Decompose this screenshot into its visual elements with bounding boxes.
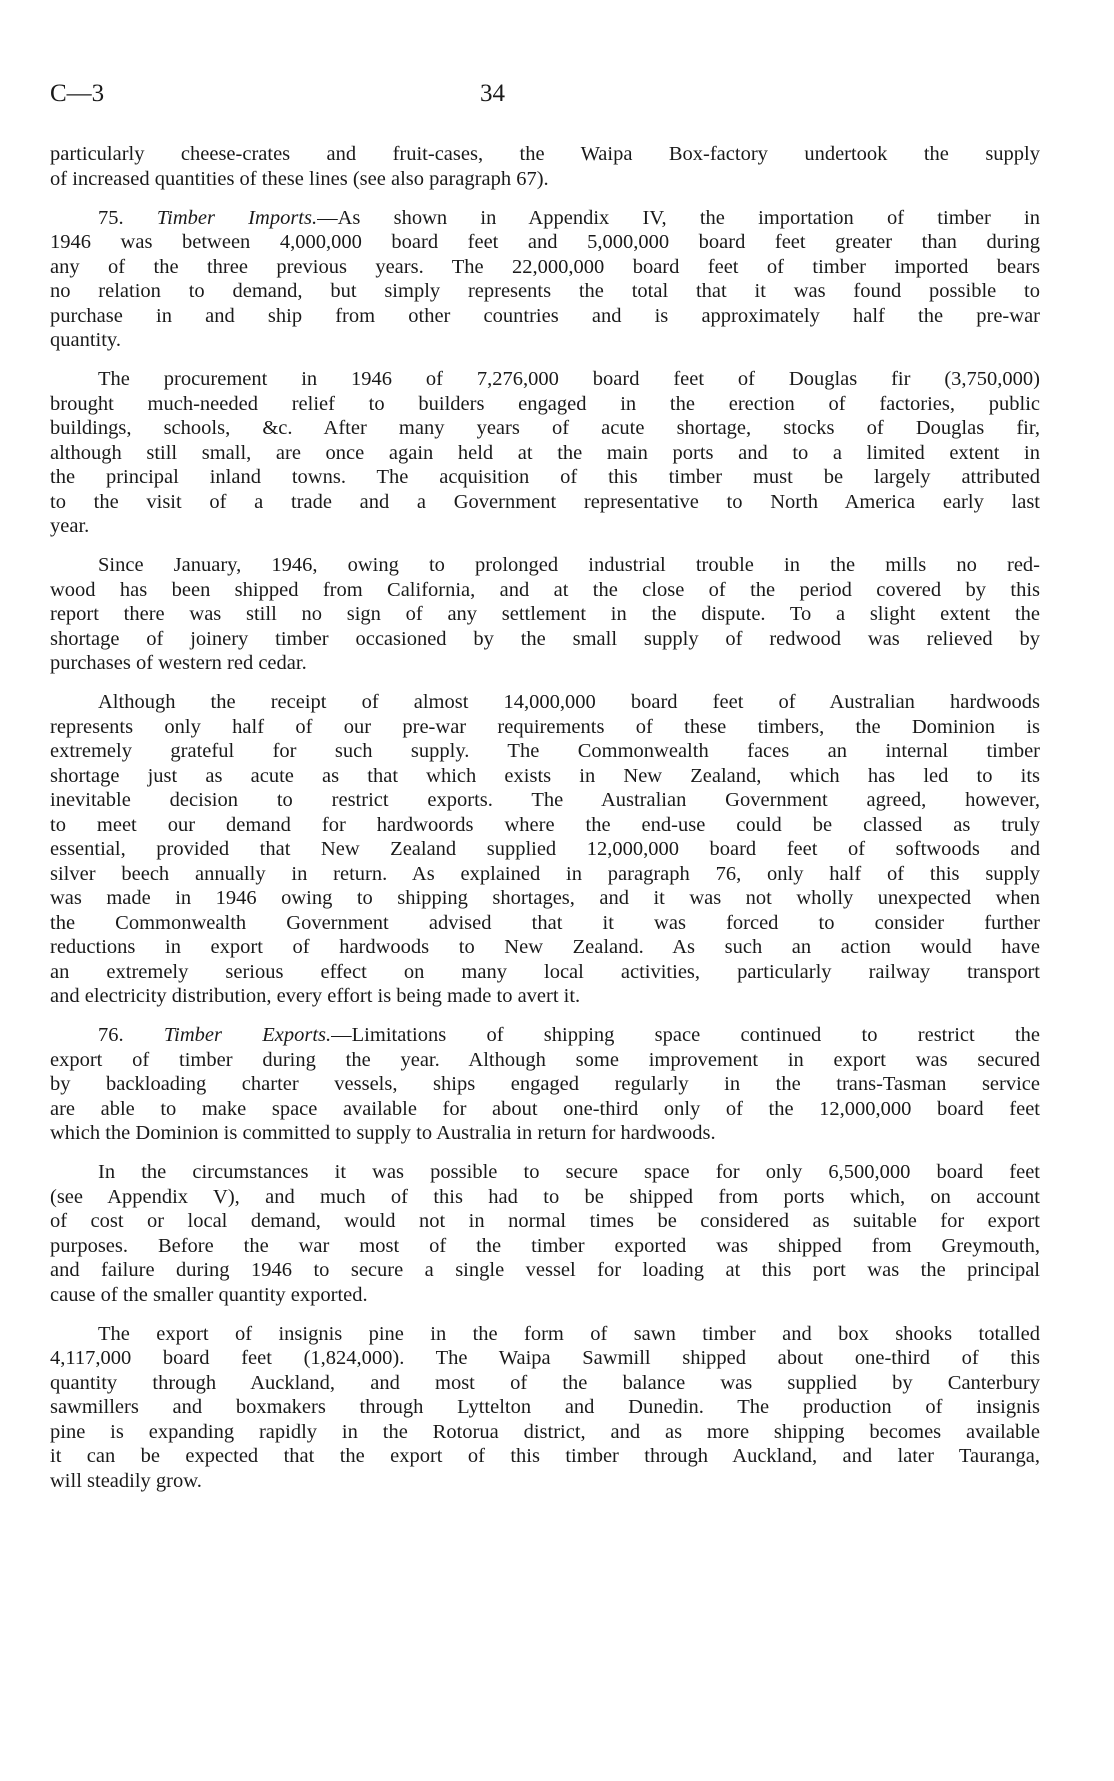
text-line <box>50 490 1040 515</box>
paragraph-number: 76. <box>98 1024 124 1046</box>
text-line <box>50 690 1040 715</box>
text-line <box>50 1346 1040 1371</box>
text-line <box>50 578 1040 603</box>
text-line <box>50 230 1040 255</box>
line-text: shortage of joinery timber occasioned by the small supply of redwood was relieved by <box>50 627 1040 650</box>
line-text: of cost or local demand, would not in normal times be considered as suitable for export <box>50 1210 1040 1232</box>
paragraph <box>50 206 1040 353</box>
page-header <box>50 80 1040 110</box>
line-text: year. <box>50 515 90 537</box>
line-text: sawmillers and boxmakers through Lyttelton and Dunedin. The production of insignis <box>50 1396 1040 1418</box>
line-text: shortage just as acute as that which exists in New Zealand, which has led to its <box>50 764 1040 787</box>
line-text: the principal inland towns. The acquisition of this timber must be largely attributed <box>50 466 1040 488</box>
text-line <box>50 304 1040 329</box>
paragraph <box>50 690 1040 1009</box>
text-line <box>50 1395 1040 1420</box>
text-line <box>50 935 1040 960</box>
line-text: purchases of western red cedar. <box>50 652 307 674</box>
text-line <box>50 1258 1040 1283</box>
paragraph <box>50 1023 1040 1146</box>
text-line <box>50 328 1040 353</box>
line-text: purchase in and ship from other countries and is approximately half the pre-war <box>50 304 1040 327</box>
page-number: 34 <box>480 80 505 107</box>
line-text: purposes. Before the war most of the timber exported was shipped from Greymouth, <box>50 1234 1040 1257</box>
text-line <box>50 255 1040 280</box>
text-line <box>50 837 1040 862</box>
text-line <box>50 602 1040 627</box>
text-line <box>50 1185 1040 1210</box>
line-text: which the Dominion is committed to supply to Australia in return for hardwoods. <box>50 1122 716 1144</box>
line-text: 4,117,000 board feet (1,824,000). The Waipa Sawmill shipped about one-third of this <box>50 1347 1040 1369</box>
document-body <box>50 142 1040 1508</box>
text-line <box>50 984 1040 1009</box>
section-heading: Timber Imports. <box>156 206 318 229</box>
text-line <box>50 553 1040 578</box>
line-text: The export of insignis pine in the form of sawn timber and box shooks totalled <box>98 1322 1040 1345</box>
line-text: will steadily grow. <box>50 1469 202 1492</box>
line-text: quantity through Auckland, and most of the balance was supplied by Canterbury <box>50 1371 1040 1394</box>
text-line <box>50 1097 1040 1122</box>
text-line <box>50 416 1040 441</box>
text-line <box>50 1072 1040 1097</box>
text-line <box>50 788 1040 813</box>
paragraph <box>50 553 1040 676</box>
text-line <box>50 367 1040 392</box>
text-line <box>50 862 1040 887</box>
line-text: although still small, are once again held at the main ports and to a limited extent in <box>50 441 1040 464</box>
section-code: C—3 <box>50 80 105 107</box>
text-line <box>50 1048 1040 1073</box>
paragraph <box>50 367 1040 539</box>
text-line <box>50 1322 1040 1347</box>
text-line <box>50 1444 1040 1469</box>
section-heading: Timber Exports. <box>163 1024 332 1046</box>
text-line <box>50 627 1040 652</box>
line-text: no relation to demand, but simply represents the total that it was found possible to <box>50 280 1040 302</box>
line-text: Although the receipt of almost 14,000,000 board feet of Australian hardwoods <box>98 691 1040 713</box>
line-text: (see Appendix V), and much of this had to be shipped from ports which, on account <box>50 1185 1040 1208</box>
line-text: of increased quantities of these lines (see also paragraph 67). <box>50 167 549 190</box>
line-text: Since January, 1946, owing to prolonged industrial trouble in the mills no red- <box>98 554 1040 576</box>
line-text: particularly cheese-crates and fruit-cases, the Waipa Box-factory undertook the supply <box>50 143 1040 165</box>
line-text: wood has been shipped from California, and at the close of the period covered by this <box>50 578 1040 601</box>
line-text: by backloading charter vessels, ships engaged regularly in the trans-Tasman service <box>50 1073 1040 1095</box>
line-text: to the visit of a trade and a Government representative to North America early last <box>50 490 1040 513</box>
line-text: report there was still no sign of any settlement in the dispute. To a slight extent the <box>50 603 1040 625</box>
line-text: quantity. <box>50 329 121 351</box>
line-text: represents only half of our pre-war requirements of these timbers, the Dominion is <box>50 715 1040 738</box>
text-line <box>50 651 1040 676</box>
text-line <box>50 167 1040 192</box>
line-text: reductions in export of hardwoods to New Zealand. As such an action would have <box>50 936 1040 958</box>
text-line <box>50 813 1040 838</box>
text-line <box>50 960 1040 985</box>
line-text: are able to make space available for about one-third only of the 12,000,000 board feet <box>50 1097 1040 1120</box>
line-text: it can be expected that the export of this timber through Auckland, and later Tauranga, <box>50 1445 1040 1467</box>
text-line <box>50 441 1040 466</box>
line-text: silver beech annually in return. As explained in paragraph 76, only half of this supply <box>50 862 1040 885</box>
line-text: cause of the smaller quantity exported. <box>50 1283 368 1306</box>
text-line <box>50 715 1040 740</box>
line-text: brought much-needed relief to builders engaged in the erection of factories, public <box>50 392 1040 415</box>
text-line <box>50 886 1040 911</box>
text-line <box>50 465 1040 490</box>
line-text: essential, provided that New Zealand supplied 12,000,000 board feet of softwoods and <box>50 838 1040 860</box>
line-text: an extremely serious effect on many local activities, particularly railway transport <box>50 960 1040 983</box>
text-line <box>50 1234 1040 1259</box>
text-line <box>50 392 1040 417</box>
text-line <box>50 1469 1040 1494</box>
line-text: —As shown in Appendix IV, the importation of timber in <box>317 206 1040 229</box>
line-text: —Limitations of shipping space continued to restrict the <box>331 1024 1040 1046</box>
paragraph <box>50 1322 1040 1494</box>
text-line <box>50 1209 1040 1234</box>
line-text: export of timber during the year. Although some improvement in export was secured <box>50 1048 1040 1071</box>
line-text: and electricity distribution, every effort is being made to avert it. <box>50 985 581 1007</box>
text-line <box>50 1420 1040 1445</box>
line-text: and failure during 1946 to secure a single vessel for loading at this port was the principal <box>50 1259 1040 1281</box>
line-text: to meet our demand for hardwoords where the end-use could be classed as truly <box>50 813 1040 836</box>
paragraph <box>50 142 1040 191</box>
line-text: In the circumstances it was possible to secure space for only 6,500,000 board feet <box>98 1161 1040 1183</box>
paragraph <box>50 1160 1040 1307</box>
line-text: The procurement in 1946 of 7,276,000 board feet of Douglas fir (3,750,000) <box>98 368 1040 390</box>
text-line <box>50 279 1040 304</box>
text-line <box>50 764 1040 789</box>
text-line <box>50 1121 1040 1146</box>
text-line <box>50 739 1040 764</box>
text-line <box>50 1160 1040 1185</box>
line-text: extremely grateful for such supply. The Commonwealth faces an internal timber <box>50 740 1040 762</box>
line-text: pine is expanding rapidly in the Rotorua district, and as more shipping becomes available <box>50 1420 1040 1443</box>
paragraph-number: 75. <box>98 206 124 229</box>
line-text: 1946 was between 4,000,000 board feet and 5,000,000 board feet greater than during <box>50 231 1040 253</box>
line-text: buildings, schools, &c. After many years of acute shortage, stocks of Douglas fir, <box>50 417 1040 439</box>
line-text: was made in 1946 owing to shipping shortages, and it was not wholly unexpected when <box>50 887 1040 909</box>
line-text: the Commonwealth Government advised that it was forced to consider further <box>50 911 1040 934</box>
text-line <box>50 911 1040 936</box>
text-line <box>50 142 1040 167</box>
text-line <box>50 206 1040 231</box>
text-line <box>50 1283 1040 1308</box>
line-text: inevitable decision to restrict exports. The Australian Government agreed, however, <box>50 789 1040 811</box>
text-line <box>50 514 1040 539</box>
line-text: any of the three previous years. The 22,000,000 board feet of timber imported bears <box>50 255 1040 278</box>
text-line <box>50 1371 1040 1396</box>
text-line <box>50 1023 1040 1048</box>
